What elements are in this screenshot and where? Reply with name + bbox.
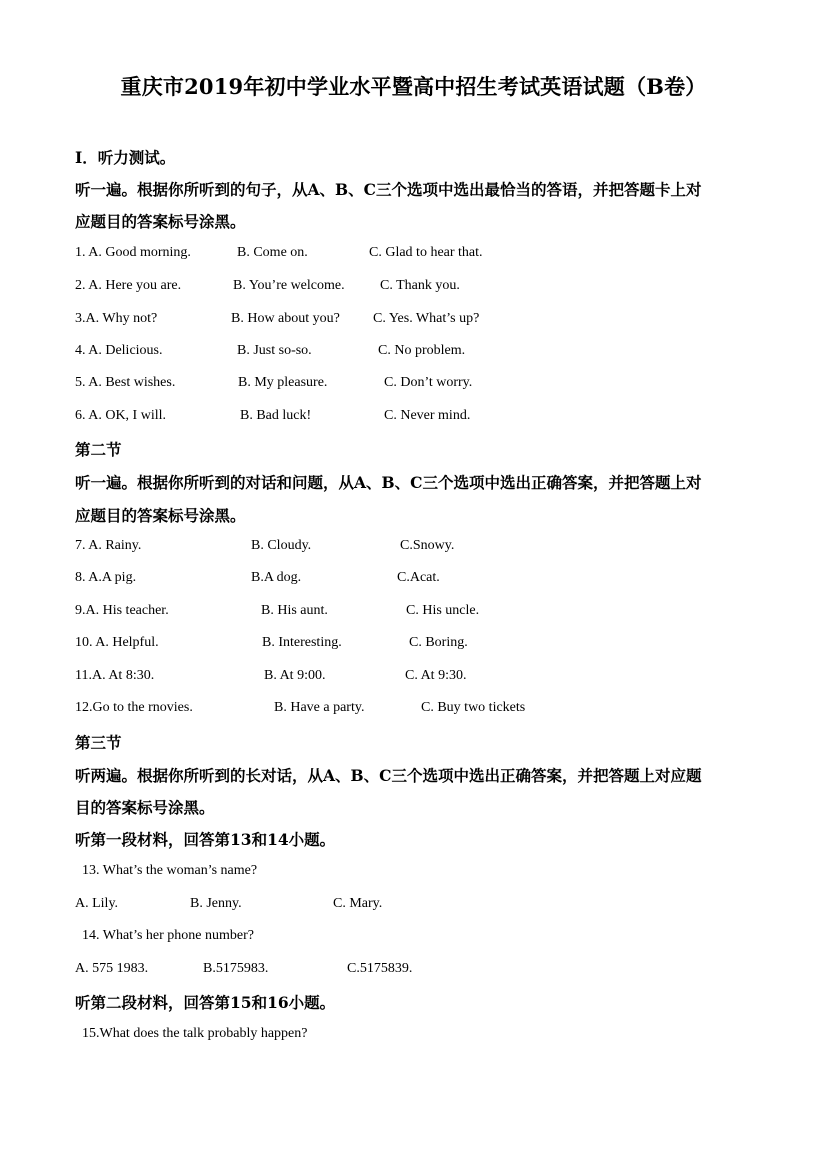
section3-instruction-line1: 听两遍。根据你所听到的长对话，从A、B、C三个选项中选出正确答案，并把答题上对应题 [75, 766, 702, 785]
section3-instruction-line2: 目的答案标号涂黑。 [75, 798, 215, 817]
section3-heading: 第三节 [75, 733, 122, 752]
option-a: 1. A. Good morning. [75, 245, 191, 260]
option-c: C. No problem. [378, 343, 466, 358]
option-c: C. His uncle. [406, 603, 480, 618]
option-b: B. Come on. [237, 245, 308, 260]
section2-instruction-line1: 听一遍。根据你所听到的对话和问题，从A、B、C三个选项中选出正确答案，并把答题上对 [75, 473, 702, 492]
section2-instruction-line2: 应题目的答案标号涂黑。 [75, 506, 246, 525]
option-b: B. Bad luck! [240, 408, 312, 423]
option-b: B. Just so-so. [237, 343, 312, 358]
option-c: C. Mary. [333, 896, 383, 911]
option-c: C.5175839. [347, 961, 413, 976]
material2-heading: 听第二段材料，回答第15和16小题。 [75, 993, 336, 1012]
option-c: C.Snowy. [400, 538, 455, 553]
part-heading-listening: I．听力测试。 [75, 148, 176, 167]
option-b: B. Jenny. [190, 896, 242, 911]
option-c: C. Thank you. [380, 278, 460, 293]
option-b: B. Interesting. [262, 635, 342, 650]
option-a: A. Lily. [75, 896, 119, 911]
option-a: A. 575 1983. [75, 961, 149, 976]
section1-instruction-line1: 听一遍。根据你所听到的句子，从A、B、C三个选项中选出最恰当的答语，并把答题卡上对 [75, 180, 702, 199]
question-14-text: 14. What’s her phone number? [82, 928, 254, 943]
option-a: 12.Go to the rnovies. [75, 700, 193, 715]
option-b: B. His aunt. [261, 603, 328, 618]
question-15-text: 15.What does the talk probably happen? [82, 1026, 308, 1041]
option-a: 9.A. His teacher. [75, 603, 169, 618]
option-c: C. Don’t worry. [384, 375, 473, 390]
option-b: B. Cloudy. [251, 538, 312, 553]
option-a: 7. A. Rainy. [75, 538, 142, 553]
option-b: B. You’re welcome. [233, 278, 345, 293]
option-c: C. Glad to hear that. [369, 245, 483, 260]
option-a: 6. A. OK, I will. [75, 408, 166, 423]
option-a: 2. A. Here you are. [75, 278, 182, 293]
option-a: 11.A. At 8:30. [75, 668, 155, 683]
option-c: C. Boring. [409, 635, 468, 650]
option-a: 5. A. Best wishes. [75, 375, 176, 390]
option-c: C. Yes. What’s up? [373, 311, 480, 326]
option-a: 10. A. Helpful. [75, 635, 159, 650]
option-b: B. How about you? [231, 311, 340, 326]
option-b: B. At 9:00. [264, 668, 326, 683]
option-b: B. My pleasure. [238, 375, 328, 390]
exam-title: 重庆市2019年初中学业水平暨高中招生考试英语试题（B卷） [120, 74, 707, 99]
question-13-text: 13. What’s the woman’s name? [82, 863, 258, 878]
option-c: C.Acat. [397, 570, 440, 585]
section2-heading: 第二节 [75, 440, 122, 459]
option-b: B.5175983. [203, 961, 269, 976]
section1-instruction-line2: 应题目的答案标号涂黑。 [75, 212, 246, 231]
option-c: C. Never mind. [384, 408, 471, 423]
option-c: C. At 9:30. [405, 668, 467, 683]
option-a: 3.A. Why not? [75, 311, 158, 326]
option-a: 8. A.A pig. [75, 570, 137, 585]
option-b: B.A dog. [251, 570, 302, 585]
option-b: B. Have a party. [274, 700, 365, 715]
option-c: C. Buy two tickets [421, 700, 526, 715]
material1-heading: 听第一段材料，回答第13和14小题。 [75, 830, 336, 849]
option-a: 4. A. Delicious. [75, 343, 163, 358]
